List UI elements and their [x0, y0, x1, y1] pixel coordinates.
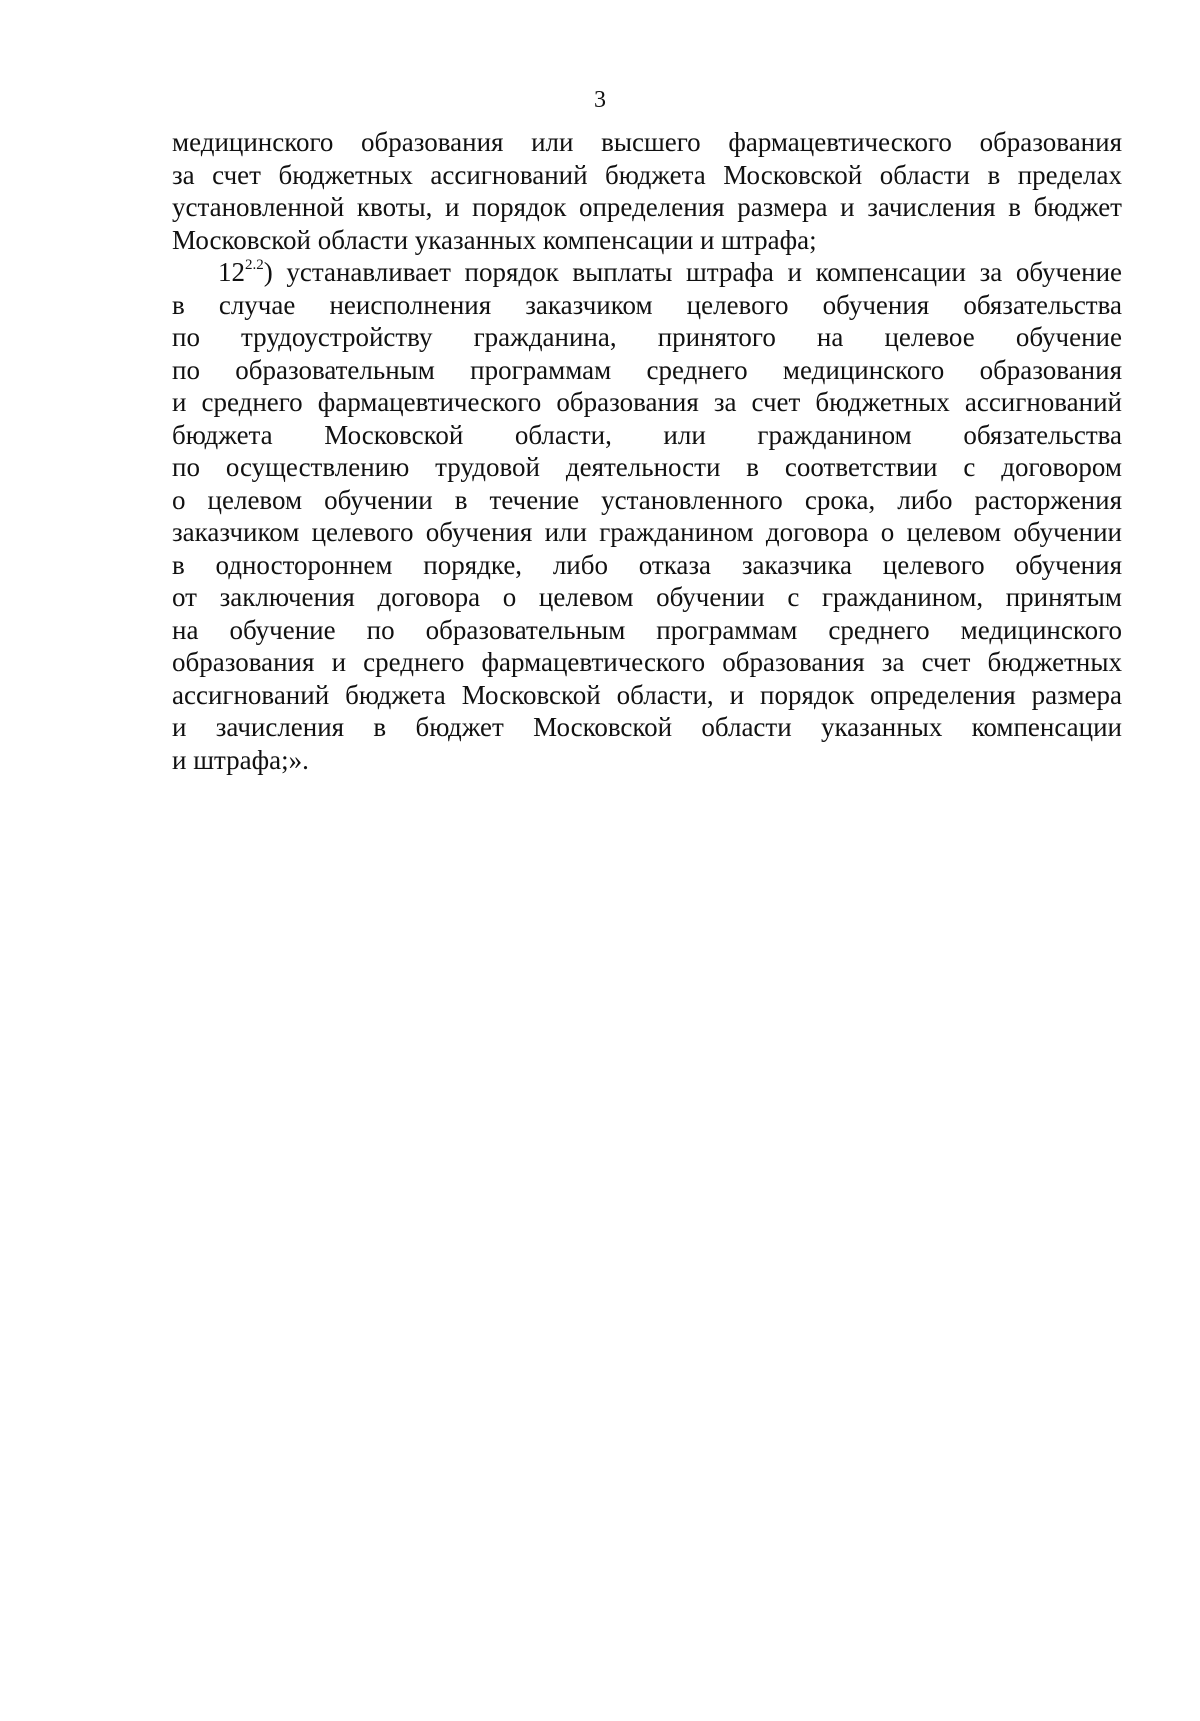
text-line: за счет бюджетных ассигнований бюджета Московской области в пределах: [172, 159, 1122, 190]
text-line: по трудоустройству гражданина, принятого на целевое обучение: [172, 322, 1122, 352]
text-line: в одностороннем порядке, либо отказа заказчика целевого обучения: [172, 549, 1122, 580]
item-suffix: ): [263, 257, 273, 287]
text-line: и среднего фармацевтического образования за счет бюджетных ассигнований: [172, 387, 1122, 417]
text-line: медицинского образования или высшего фармацевтического образования: [172, 127, 1122, 157]
item-text: устанавливает порядок выплаты штрафа и компенсации за обучение: [272, 257, 1122, 287]
text-line: образования и среднего фармацевтического образования за счет бюджетных: [172, 647, 1122, 677]
text-line: и штрафа;».: [172, 744, 309, 775]
page-number: 3: [594, 87, 606, 113]
text-line: от заключения договора о целевом обучении с гражданином, принятым: [172, 582, 1122, 612]
item-number: 12: [218, 257, 245, 287]
text-line: в случае неисполнения заказчиком целевого обучения обязательства: [172, 289, 1122, 320]
paragraph-item-12-2-2: [172, 256, 1122, 776]
text-line-first: [172, 256, 1122, 289]
document-body: [172, 126, 1122, 776]
text-line: ассигнований бюджета Московской области, и порядок определения размера: [172, 679, 1122, 710]
item-superscript: 2.2: [245, 257, 264, 273]
text-line: о целевом обучении в течение установленного срока, либо расторжения: [172, 484, 1122, 515]
text-line: установленной квоты, и порядок определения размера и зачисления в бюджет: [172, 192, 1122, 222]
text-line: по образовательным программам среднего медицинского образования: [172, 354, 1122, 385]
text-line: бюджета Московской области, или гражданином обязательства: [172, 419, 1122, 450]
text-line: на обучение по образовательным программам среднего медицинского: [172, 614, 1122, 645]
text-line: по осуществлению трудовой деятельности в соответствии с договором: [172, 452, 1122, 482]
text-line: заказчиком целевого обучения или гражданином договора о целевом обучении: [172, 517, 1122, 547]
paragraph-continuation: [172, 126, 1122, 256]
text-line: и зачисления в бюджет Московской области указанных компенсации: [172, 712, 1122, 742]
text-line: Московской области указанных компенсации и штрафа;: [172, 224, 817, 255]
